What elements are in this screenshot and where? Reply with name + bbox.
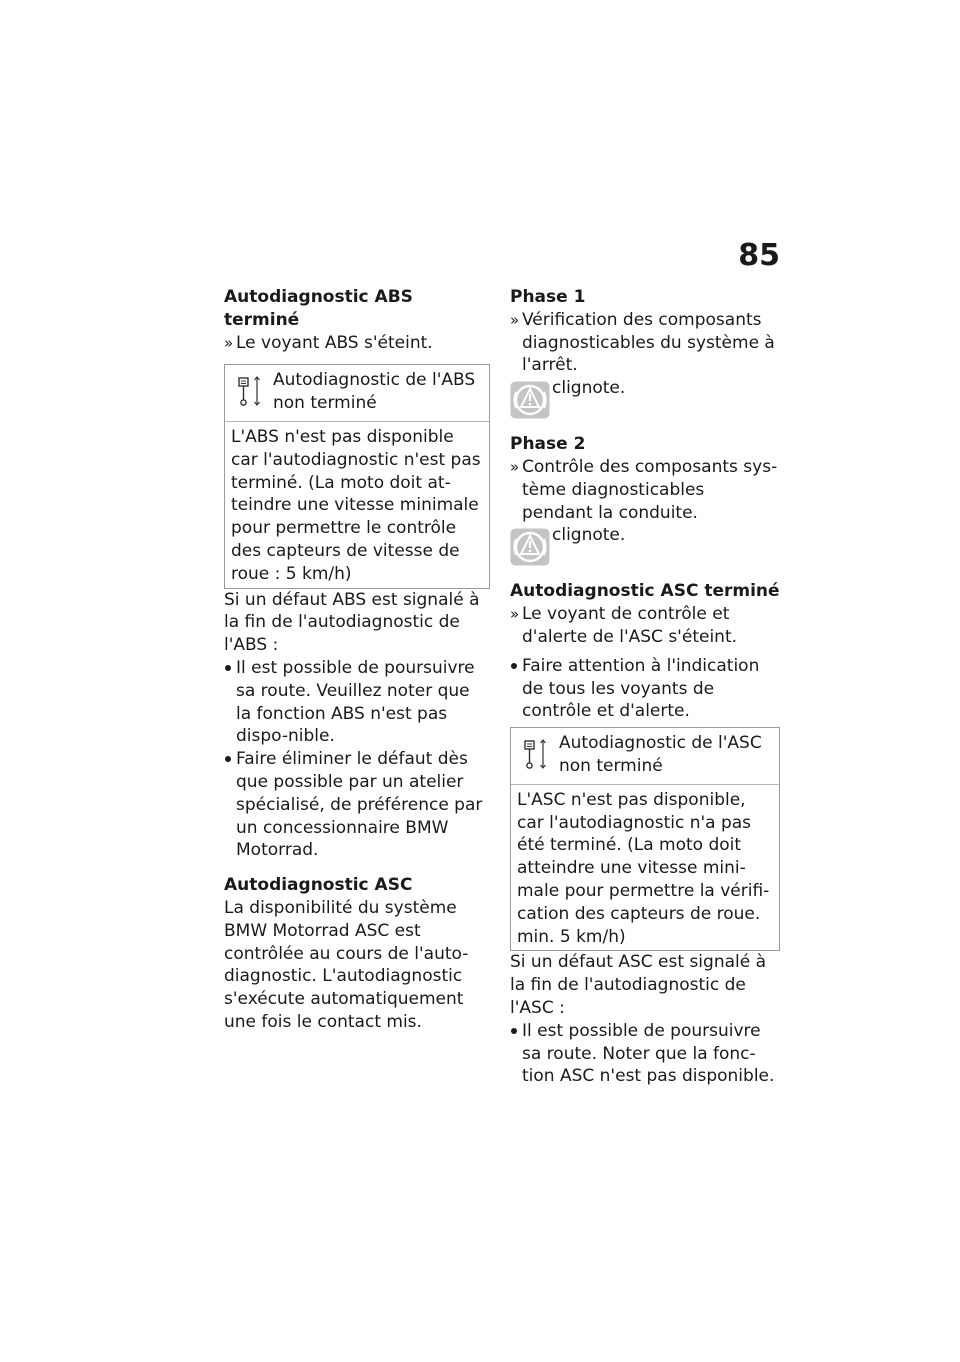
phase1-indicator-text: clignote. [552, 378, 626, 399]
phase2-heading: Phase 2 [510, 434, 586, 455]
asc-notice-body: L'ASC n'est pas disponible, car l'autodiagnostic n'a pas été terminé. (La moto doit atteindre une vitesse mini-male pour permettre la vérifi-cation des capteurs de roue. min. 5 km/h) [517, 789, 770, 947]
abs-fault-intro: Si un défaut ABS est signalé à la fin de l'autodiagnostic de l'ABS : [224, 589, 480, 656]
asc-warning-light-icon [510, 381, 550, 419]
phase1-indicator [510, 377, 780, 421]
asc-done-result: » Le voyant de contrôle et d'alerte de l'ASC s'éteint. [510, 603, 780, 649]
phase2-indicator [510, 524, 780, 568]
phase2-result: » Contrôle des composants sys-tème diagnosticables pendant la conduite. [510, 456, 780, 524]
asc-intro-heading: Autodiagnostic ASC [224, 875, 413, 896]
abs-fault-bullet-1: Il est possible de poursuivre sa route. Veuillez noter que la fonction ABS n'est pas dispo-nible. [224, 657, 490, 748]
asc-fault-bullet: Il est possible de poursuivre sa route. Noter que la fonc-tion ASC n'est pas disponible. [510, 1020, 780, 1088]
abs-notice-header [225, 365, 489, 422]
left-column [224, 286, 490, 1034]
abs-notice-box [224, 364, 490, 588]
asc-notice-box [510, 727, 780, 951]
phase1-heading: Phase 1 [510, 287, 586, 307]
asc-done-heading: Autodiagnostic ASC terminé [510, 581, 780, 602]
abs-notice-title: Autodiagnostic de l'ABS non terminé [273, 370, 476, 414]
asc-notice-header [511, 728, 779, 785]
phase2-indicator-text: clignote. [552, 525, 626, 546]
phase1-result: » Vérification des composants diagnosticables du système à l'arrêt. [510, 309, 780, 377]
abs-fault-bullet-2: Faire éliminer le défaut dès que possible par un atelier spécialisé, de préférence par un concessionnaire BMW Motorrad. [224, 748, 490, 862]
asc-warning-light-icon [510, 528, 550, 566]
right-column [510, 286, 780, 1088]
asc-intro-text: La disponibilité du système BMW Motorrad ASC est contrôlée au cours de l'auto-diagnostic. L'autodiagnostic s'exécute automatiquement une fois le contact mis. [224, 897, 469, 1032]
technical-limit-icon [523, 738, 549, 770]
page-number: 85 [738, 238, 780, 273]
asc-notice-title: Autodiagnostic de l'ASC non terminé [559, 733, 762, 776]
technical-limit-icon [237, 375, 263, 407]
abs-notice-body: L'ABS n'est pas disponible car l'autodiagnostic n'est pas terminé. (La moto doit at-teindre une vitesse minimale pour permettre le contrôle des capteurs de vitesse de roue : 5 km/h) [231, 426, 481, 584]
abs-done-result: » Le voyant ABS s'éteint. [224, 332, 490, 355]
asc-fault-intro: Si un défaut ASC est signalé à la fin de l'autodiagnostic de l'ASC : [510, 952, 767, 1018]
asc-done-bullet: Faire attention à l'indication de tous les voyants de contrôle et d'alerte. [510, 655, 780, 723]
abs-done-heading: Autodiagnostic ABS terminé [224, 287, 413, 330]
